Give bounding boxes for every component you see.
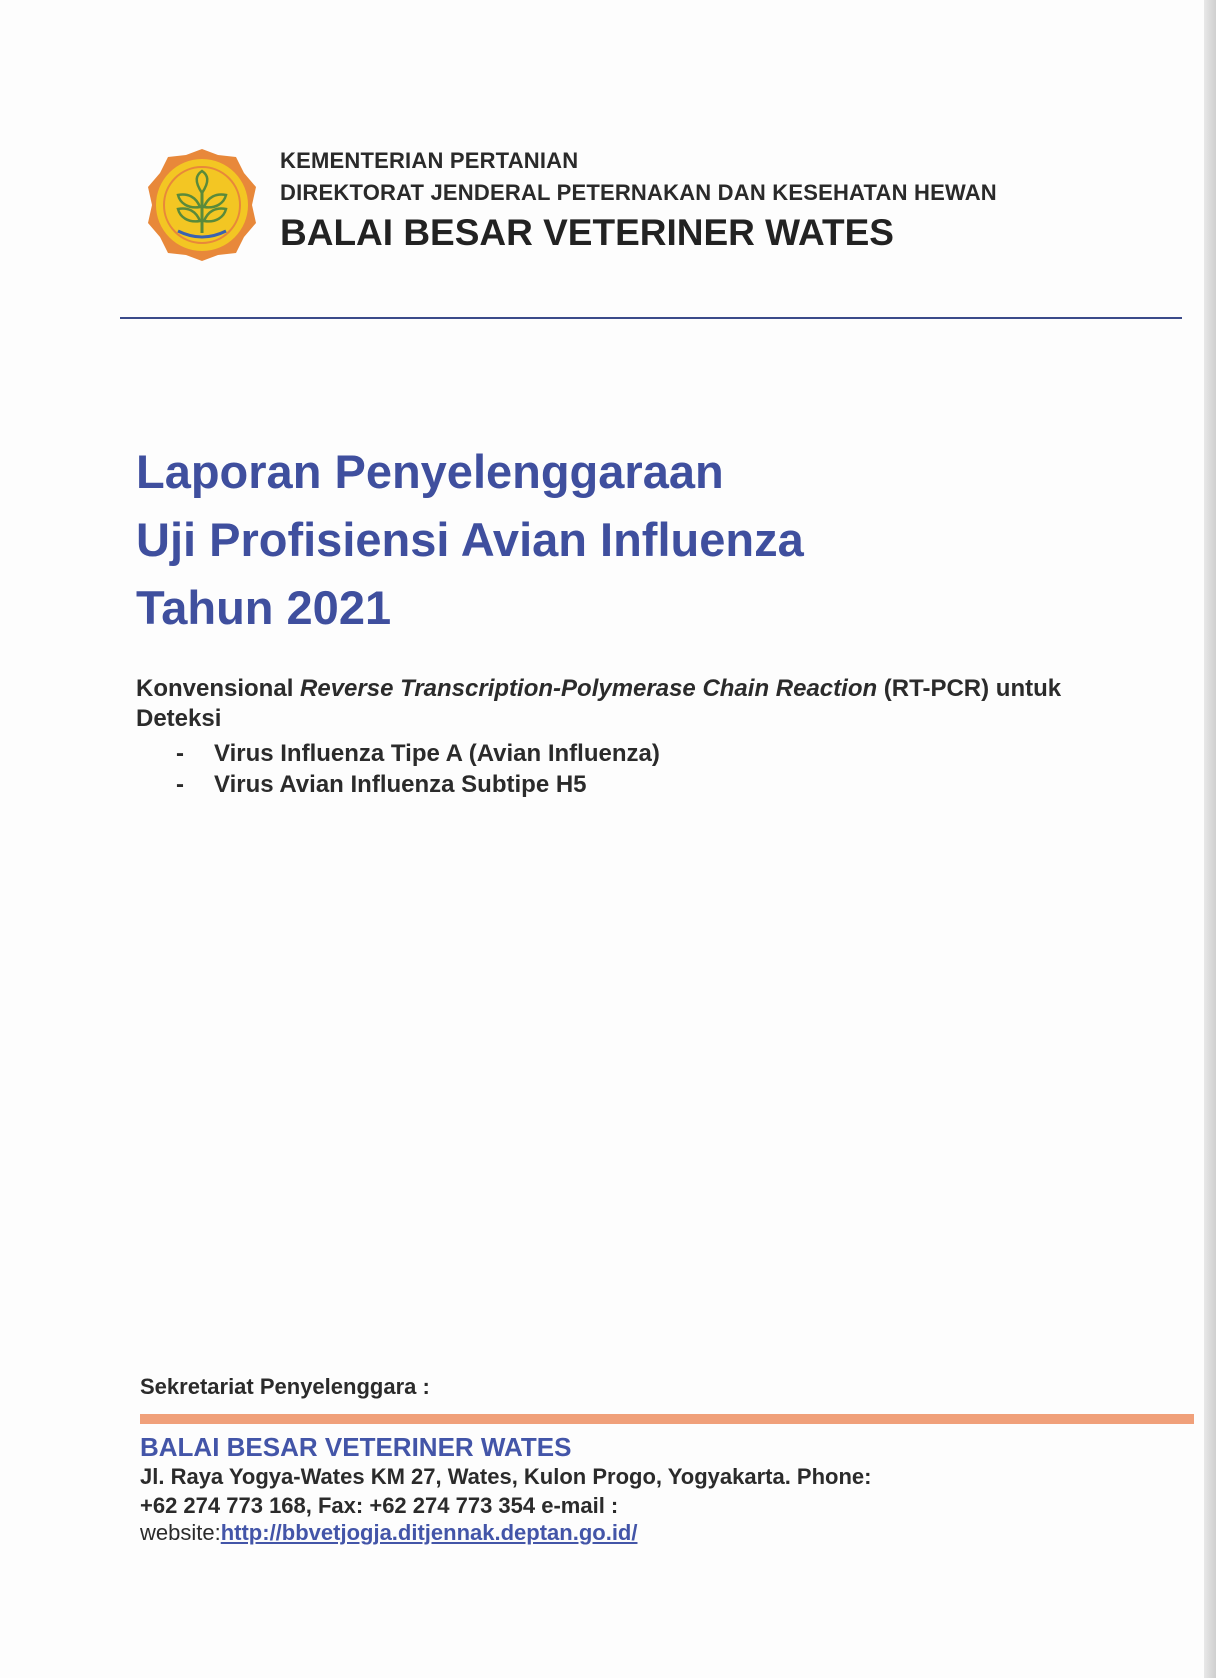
ministry-name: KEMENTERIAN PERTANIAN [280, 148, 579, 173]
subtitle-line-2: Deteksi [136, 705, 222, 732]
bullet-text: Virus Influenza Tipe A (Avian Influenza) [214, 740, 660, 767]
footer-divider [140, 1414, 1194, 1424]
bullet-dash: - [176, 771, 184, 798]
list-item [176, 738, 660, 769]
institution-name: BALAI BESAR VETERINER WATES [280, 212, 894, 253]
footer-website [140, 1520, 637, 1546]
secretariat-label: Sekretariat Penyelenggara : [140, 1374, 430, 1399]
bullet-text: Virus Avian Influenza Subtipe H5 [214, 771, 587, 798]
header-divider [120, 317, 1182, 319]
subtitle-suffix: (RT-PCR) untuk [877, 675, 1062, 702]
address-line-1: Jl. Raya Yogya-Wates KM 27, Wates, Kulon Progo, Yogyakarta. Phone: [140, 1464, 872, 1489]
subtitle-italic: Reverse Transcription-Polymerase Chain Reaction [300, 675, 878, 702]
detection-list [176, 738, 660, 800]
title-line-1: Laporan Penyelenggaraan [136, 445, 724, 498]
subtitle-line-1 [136, 674, 1186, 704]
list-item [176, 769, 660, 800]
footer-org-name: BALAI BESAR VETERINER WATES [140, 1432, 572, 1462]
ministry-logo-icon [144, 147, 260, 263]
subtitle-prefix: Konvensional [136, 675, 301, 702]
report-subtitle [136, 674, 1186, 734]
footer-address [140, 1462, 1140, 1520]
website-link[interactable]: http://bbvetjogja.ditjennak.deptan.go.id/ [220, 1520, 638, 1545]
title-line-2: Uji Profisiensi Avian Influenza [136, 513, 804, 566]
website-label: website: [140, 1520, 221, 1545]
report-title [136, 438, 804, 642]
directorate-name: DIREKTORAT JENDERAL PETERNAKAN DAN KESEHATAN HEWAN [280, 180, 997, 205]
bullet-dash: - [176, 740, 184, 767]
title-line-3: Tahun 2021 [136, 581, 392, 634]
page-edge [1204, 0, 1216, 1678]
address-line-2: +62 274 773 168, Fax: +62 274 773 354 e-mail : [140, 1493, 619, 1518]
